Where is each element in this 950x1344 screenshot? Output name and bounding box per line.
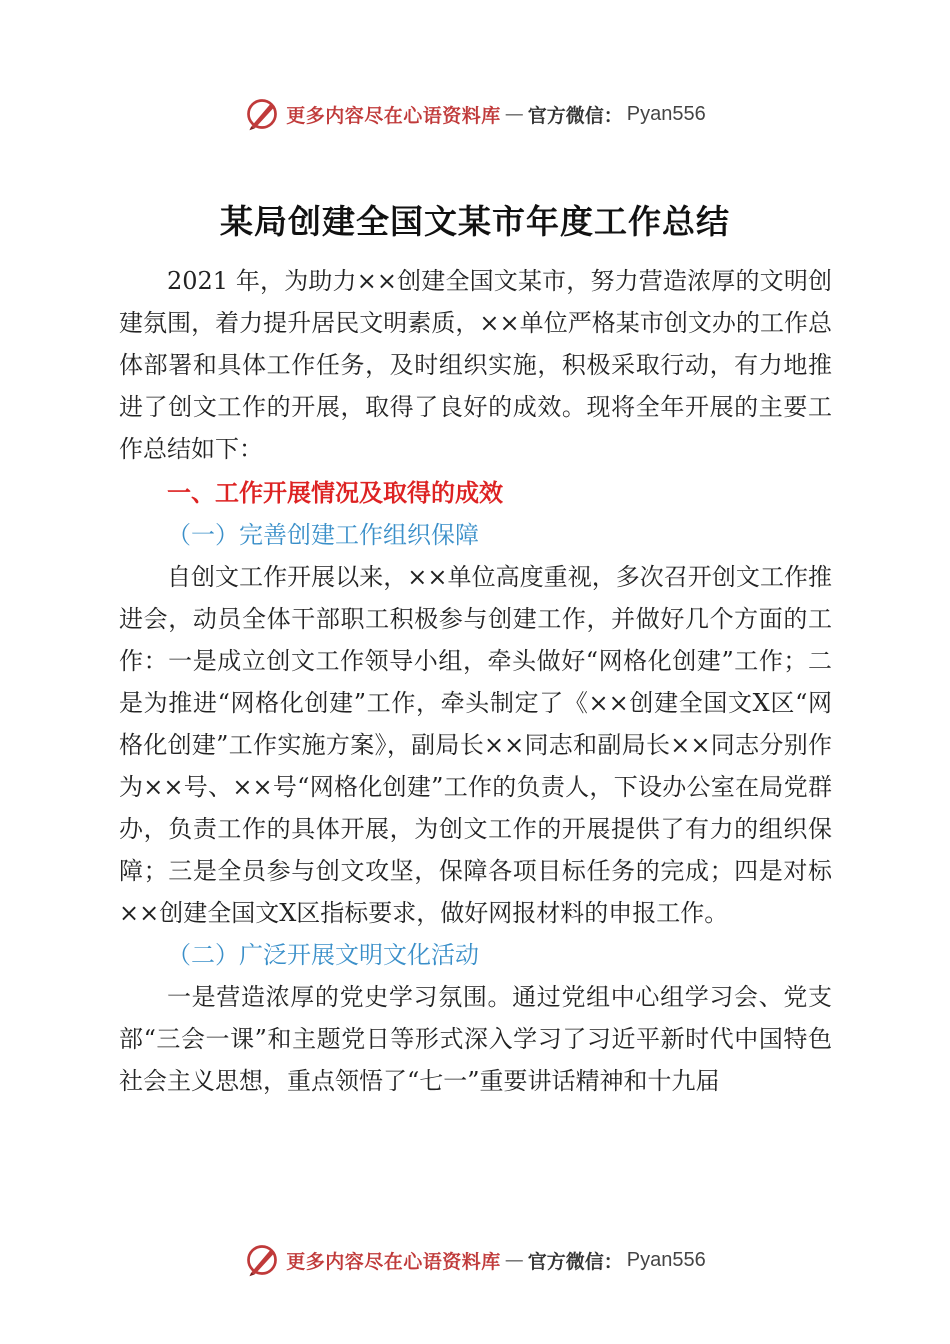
watermark-id: Pyan556 xyxy=(626,1248,706,1271)
pen-logo-icon xyxy=(244,96,280,132)
subsection-body-2: 一是营造浓厚的党史学习氛围。通过党组中心组学习会、党支部“三会一课”和主题党日等形式深入学习了习近平新时代中国特色社会主义思想，重点领悟了“七一”重要讲话精神和十九届 xyxy=(119,983,832,1095)
subsection-body-1: 自创文工作开展以来，××单位高度重视，多次召开创文工作推进会，动员全体干部职工积极参与创建工作，并做好几个方面的工作：一是成立创文工作领导小组，牵头做好“网格化创建”工作；二是为推进“网格化创建”工作，牵头制定了《××创建全国文X区“网格化创建”工作实施方案》，副局长××同志和副局长××同志分别作为××号、××号“网格化创建”工作的负责人，下设办公室在局党群办，负责工作的具体开展，为创文工作的开展提供了有力的组织保障；三是全员参与创文攻坚，保障各项目标任务的完成；四是对标××创建全国文X区指标要求，做好网报材料的申报工作。 xyxy=(119,563,832,927)
header-watermark xyxy=(0,94,950,134)
subsection-heading-1: （一）完善创建工作组织保障 xyxy=(167,521,479,549)
subsection-heading-2: （二）广泛开展文明文化活动 xyxy=(167,941,479,969)
watermark-text: 更多内容尽在心语资料库 xyxy=(286,1250,501,1273)
watermark-separator: — xyxy=(504,1249,524,1271)
document-title: 某局创建全国文某市年度工作总结 xyxy=(220,202,730,241)
footer-watermark xyxy=(0,1240,950,1280)
watermark-label: 官方微信： xyxy=(527,104,623,127)
section-heading: 一、工作开展情况及取得的成效 xyxy=(167,479,503,507)
watermark-id: Pyan556 xyxy=(626,102,706,125)
watermark-label: 官方微信： xyxy=(527,1250,623,1273)
watermark-text: 更多内容尽在心语资料库 xyxy=(286,104,501,127)
intro-paragraph: 2021 年，为助力××创建全国文某市，努力营造浓厚的文明创建氛围，着力提升居民文明素质，××单位严格某市创文办的工作总体部署和具体工作任务，及时组织实施，积极采取行动，有力地推进了创文工作的开展，取得了良好的成效。现将全年开展的主要工作总结如下： xyxy=(119,267,832,463)
watermark-separator: — xyxy=(504,103,524,125)
pen-logo-icon xyxy=(244,1242,280,1278)
document-body xyxy=(119,260,832,1102)
